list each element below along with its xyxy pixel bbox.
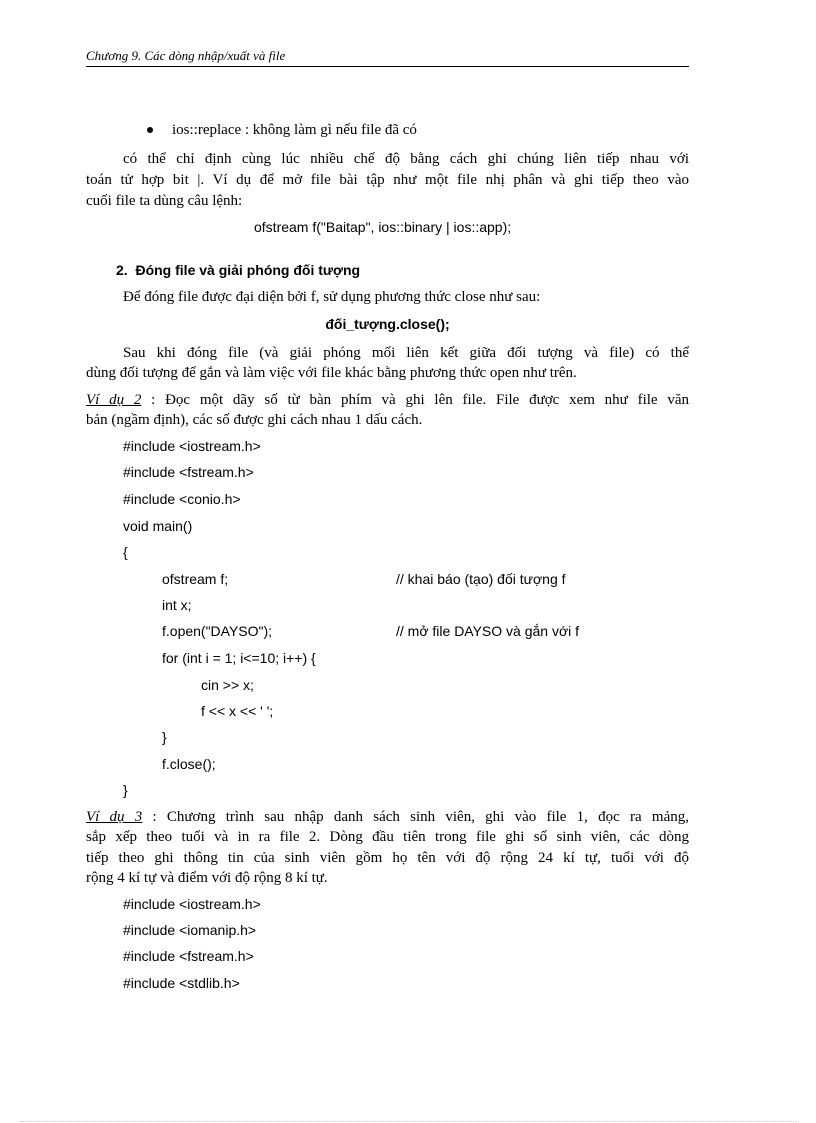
page-header [86,48,689,67]
example-line: bản (ngầm định), các số được ghi cách nhau 1 dấu cách. [86,412,423,428]
code-line: #include <stdlib.h> [123,975,240,991]
code-line: void main() [123,518,193,534]
code-line: int x; [162,597,192,613]
page-bottom-divider [20,1121,796,1122]
code-statement: ofstream f("Baitap", ios::binary | ios::app); [254,219,512,235]
chapter-title: Chương 9. Các dòng nhập/xuất và file [86,48,286,63]
section-title: Đóng file và giải phóng đối tượng [135,262,361,278]
bullet-icon [147,127,153,133]
bullet-item: ios::replace : không làm gì nếu file đã có [172,122,417,138]
example-label: Ví dụ 2 [86,392,142,408]
example-line: rộng 4 kí tự và điểm với độ rộng 8 kí tự. [86,870,328,886]
paragraph-line: cuối file ta dùng câu lệnh: [86,193,243,209]
code-line: cin >> x; [201,677,254,693]
paragraph-line: toán tử hợp bit |. Ví dụ để mở file bài tập như một file nhị phân và ghi tiếp theo vào [86,172,689,188]
example-line: tiếp theo ghi thông tin của sinh viên gồm họ tên với độ rộng 24 kí tự, tuổi với độ [86,850,689,866]
code-line: } [162,729,167,745]
example-line: sắp xếp theo tuổi và in ra file 2. Dòng đầu tiên trong file ghi số sinh viên, các dòng [86,829,689,845]
example-line: Ví dụ 2 : Đọc một dãy số từ bàn phím và ghi lên file. File được xem như file văn [86,392,689,408]
code-line: #include <fstream.h> [123,948,254,964]
code-line: } [123,782,128,798]
paragraph-line: Để đóng file được đại diện bởi f, sử dụng phương thức close như sau: [123,289,541,305]
code-line: { [123,544,128,560]
paragraph-line: có thể chỉ định cùng lúc nhiều chế độ bằng cách ghi chúng liên tiếp nhau với [123,151,689,167]
paragraph-line: dùng đối tượng để gắn và làm việc với file khác bằng phương thức open như trên. [86,365,577,381]
code-line: f.open("DAYSO"); [162,623,273,639]
example-label: Ví dụ 3 [86,809,143,825]
code-line: ofstream f; [162,571,229,587]
paragraph-line: Sau khi đóng file (và giải phóng mối liên kết giữa đối tượng và file) có thể [123,345,689,361]
section-number: 2. [116,262,128,278]
section-heading [116,261,360,279]
code-line: for (int i = 1; i<=10; i++) { [162,650,316,666]
code-line: f << x << ' '; [201,703,274,719]
example-line: Ví dụ 3 : Chương trình sau nhập danh sách sinh viên, ghi vào file 1, đọc ra mảng, [86,809,689,825]
code-line: #include <iostream.h> [123,438,261,454]
code-line: #include <fstream.h> [123,464,254,480]
close-statement: đối_tượng.close(); [325,316,450,332]
code-line: f.close(); [162,756,216,772]
code-comment: // khai báo (tạo) đối tượng f [396,571,566,587]
code-line: #include <conio.h> [123,491,241,507]
code-line: #include <iomanip.h> [123,922,257,938]
code-comment: // mở file DAYSO và gắn với f [396,623,580,639]
code-line: #include <iostream.h> [123,896,261,912]
